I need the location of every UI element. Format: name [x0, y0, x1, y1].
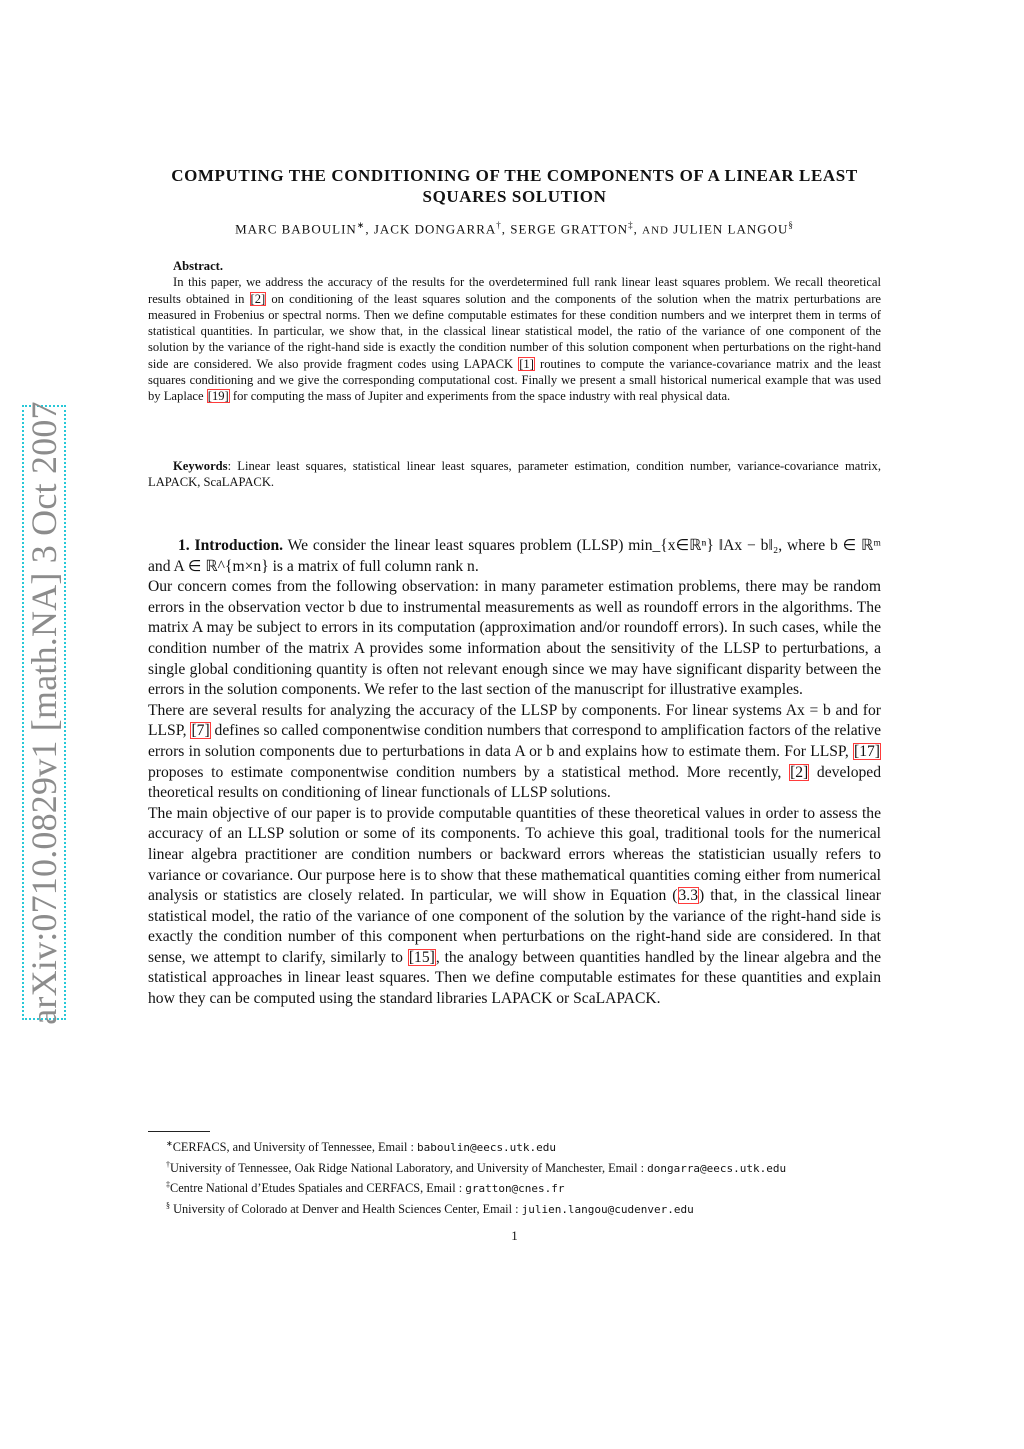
abstract-heading: Abstract.	[173, 259, 224, 273]
footnote	[148, 1136, 881, 1157]
author-baboulin: MARC BABOULIN	[235, 221, 357, 237]
author-line: MARC BABOULIN∗, JACK DONGARRA†, SERGE GRATTON‡, AND JULIEN LANGOU§	[235, 220, 794, 237]
citation-link[interactable]: [17]	[854, 742, 880, 760]
footnote-text: CERFACS, and University of Tennessee, Email :	[172, 1140, 417, 1155]
citation-link[interactable]: [19]	[207, 389, 229, 404]
email-address[interactable]: baboulin@eecs.utk.edu	[416, 1141, 557, 1155]
paragraph-text: The main objective of our paper is to provide computable quantities of these theoretical values in order to assess the accuracy of an LLSP solution or some of its components. To achieve this goal, traditional tools for the numerical linear algebra practitioner are condition numbers or backward errors whereas the statistician usually refers to variance or covariance. Our purpose here is to show that these mathematical quantities coming either from numerical analysis or statistics are closely related. In particular, we will show in Equation (	[148, 804, 881, 905]
paragraph-text: , the analogy between quantities handled by the linear algebra and the statistical approaches in linear least squares. Then we define computable estimates for these quantities and explain how they can be computed using the standard libraries LAPACK or ScaLAPACK.	[148, 948, 882, 1008]
abstract-body	[148, 274, 881, 404]
abstract-text: on conditioning of the least squares solution and the components of the solution when the matrix perturbations are measured in Frobenius or spectral norms. Then we define computable estimates for these condition numbers and we interpret them in terms of statistical quantities. In particular, we show that, in the classical linear statistical model, the ratio of the variance of one component of the solution by the variance of the right-hand side is exactly the condition number of this solution component when perturbations on the right-hand side are considered. We also provide fragment codes using LAPACK	[148, 291, 881, 371]
footnote-text: Centre National d’Etudes Spatiales and CERFACS, Email :	[170, 1181, 466, 1196]
abstract	[148, 258, 881, 405]
abstract-text: routines to compute the variance-covariance matrix and the least squares conditioning and we give the corresponding computational cost. Finally we present a small historical numerical example that was used by Laplace	[148, 356, 882, 404]
citation-link[interactable]: [2]	[250, 291, 266, 306]
email-address[interactable]: julien.langou@cudenver.edu	[521, 1203, 694, 1217]
email-address[interactable]: gratton@cnes.fr	[465, 1182, 565, 1196]
citation-link[interactable]: [7]	[191, 722, 210, 740]
email-address[interactable]: dongarra@eecs.utk.edu	[647, 1161, 787, 1175]
paragraph	[148, 701, 881, 804]
arxiv-id[interactable]: arXiv:0710.0829v1 [math.NA] 3 Oct 2007	[24, 400, 64, 1025]
citation-link[interactable]: [1]	[519, 356, 534, 371]
footnote-text: University of Tennessee, Oak Ridge National Laboratory, and University of Manchester, Email :	[170, 1160, 648, 1175]
paragraph-text: developed theoretical results on conditioning of linear functionals of LLSP solutions.	[148, 763, 882, 802]
footnote-mark: ∗	[166, 1139, 173, 1148]
paragraph-text: proposes to estimate componentwise condition numbers by a statistical method. More recently,	[148, 763, 790, 781]
footnote-mark: §	[166, 1201, 170, 1211]
section-heading: 1. Introduction.	[178, 537, 284, 554]
footnote-mark: ‡	[166, 1180, 170, 1190]
author-conjunction: AND	[642, 224, 669, 237]
equation-link[interactable]: 3.3	[678, 887, 698, 905]
keywords-text: : Linear least squares, statistical linear least squares, parameter estimation, condition number, variance-covariance matrix, LAPACK, ScaLAPACK.	[148, 459, 881, 490]
abstract-text: for computing the mass of Jupiter and experiments from the space industry with real physical data.	[229, 389, 731, 404]
author-gratton: SERGE GRATTON	[510, 221, 629, 237]
author-langou: JULIEN LANGOU	[673, 221, 789, 237]
introduction-section	[148, 536, 881, 1010]
footnote	[148, 1177, 881, 1198]
paragraph-text: There are several results for analyzing the accuracy of the LLSP by components. For linear systems Ax = b and for LLSP,	[148, 701, 881, 740]
citation-link[interactable]: [15]	[408, 948, 435, 966]
abstract-text: In this paper, we address the accuracy of the results for the overdetermined full rank linear least squares problem. We recall theoretical results obtained in	[148, 275, 881, 306]
arxiv-stamp[interactable]	[22, 400, 66, 1025]
keywords-label: Keywords	[173, 459, 228, 473]
author-mark: †	[496, 220, 502, 230]
paragraph: Our concern comes from the following observation: in many parameter estimation problems, there may be random errors in the observation vector b due to instrumental measurements as well as roundoff errors in the algorithms. The matrix A may be subject to errors in its computation (approximation and/or roundoff errors). In such cases, while the condition number of the matrix A provides some information about the sensitivity of the LLSP to perturbations, a single global conditioning quantity is often not relevant enough since we may have significant disparity between the errors in the solution components. We refer to the last section of the manuscript for illustrative examples.	[148, 578, 881, 699]
footnote-text: University of Colorado at Denver and Health Sciences Center, Email :	[170, 1202, 522, 1217]
author-mark: §	[788, 220, 794, 230]
footnote-mark: †	[166, 1159, 170, 1169]
author-dongarra: JACK DONGARRA	[373, 221, 497, 237]
citation-link[interactable]: [2]	[790, 763, 809, 781]
paragraph-text: defines so called componentwise condition numbers that correspond to amplification factors of the relative errors in solution components due to perturbations in data A or b and explains how to estimate them. For LLSP,	[148, 722, 881, 760]
page-number: 1	[511, 1228, 518, 1243]
footnote-rule	[148, 1131, 210, 1132]
footnote	[148, 1157, 881, 1178]
author-mark: ‡	[628, 220, 634, 230]
author-mark: ∗	[356, 220, 366, 230]
keywords	[148, 458, 881, 491]
paper-title: COMPUTING THE CONDITIONING OF THE COMPONENTS OF A LINEAR LEAST SQUARES SOLUTION	[171, 166, 858, 206]
paragraph-text: ) that, in the classical linear statistical model, the ratio of the variance of one component of the solution by the variance of the right-hand side is exactly the condition number of this component when perturbations on the right-hand side are considered. In that sense, we attempt to clarify, similarly to	[148, 887, 881, 966]
footnote	[148, 1198, 881, 1219]
paragraph	[148, 804, 881, 1010]
paragraph-text: We consider the linear least squares problem (LLSP) min_{x∈ℝⁿ} ‖Ax − b‖₂, where b ∈ ℝᵐ and A ∈ ℝ^{m×n} is a matrix of full column rank n.	[148, 537, 881, 575]
footnotes	[148, 1136, 881, 1219]
paragraph	[148, 536, 881, 577]
